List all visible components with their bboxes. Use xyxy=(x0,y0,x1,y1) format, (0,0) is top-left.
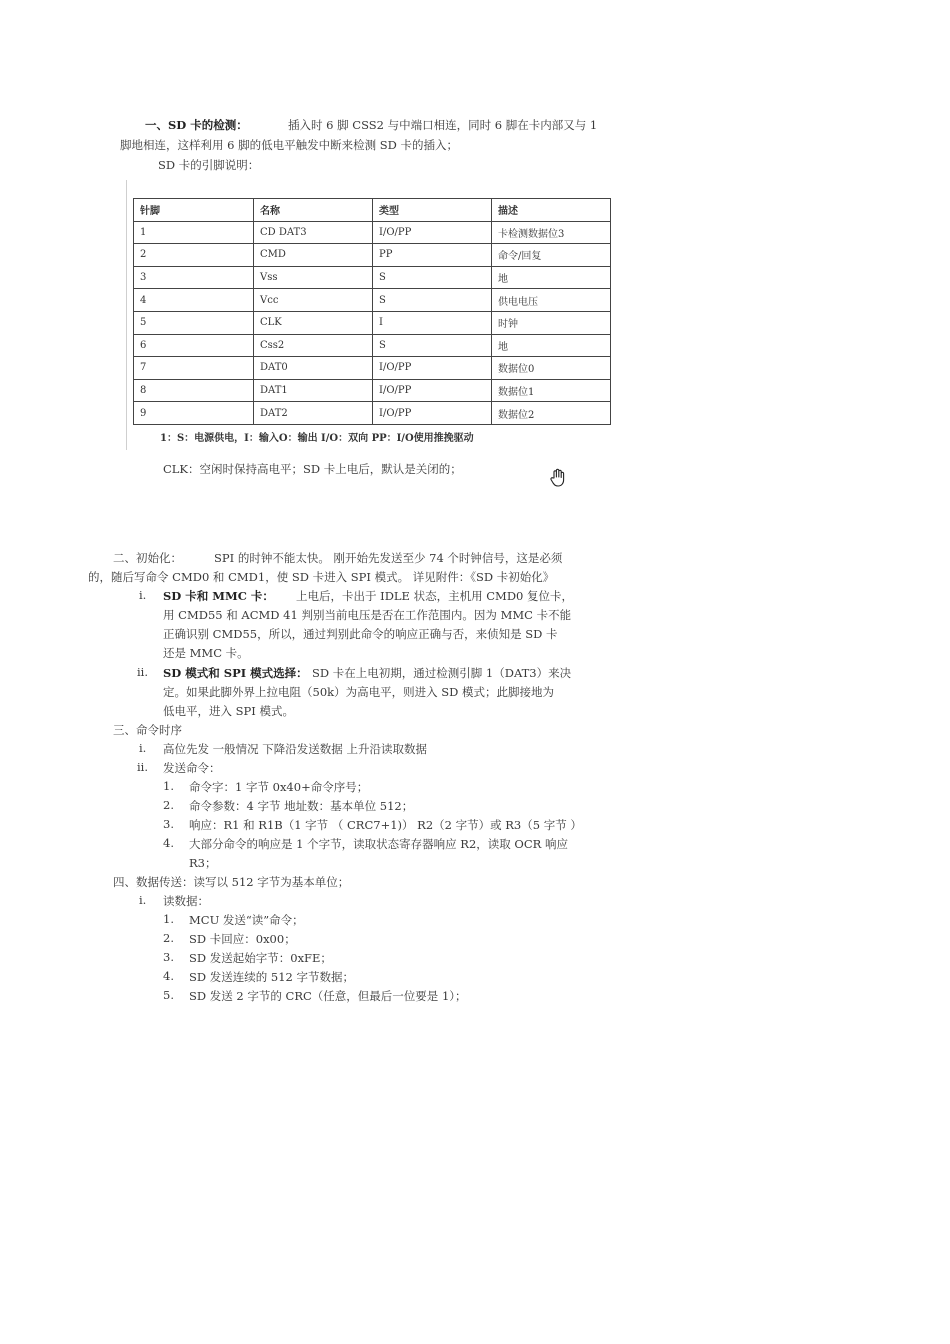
item-title: SD 模式和 SPI 模式选择： xyxy=(163,666,308,680)
margin-line xyxy=(126,180,127,450)
list-marker: 2. xyxy=(163,931,174,945)
table-cell: 9 xyxy=(134,402,254,425)
list-item-continuation: R3； xyxy=(189,856,217,870)
list-marker: 1. xyxy=(163,779,174,793)
table-cell: 命令/回复 xyxy=(492,244,611,267)
section1-line2: 脚地相连，这样利用 6 脚的低电平触发中断来检测 SD 卡的插入； xyxy=(120,138,459,152)
list-marker: 3. xyxy=(163,950,174,964)
table-row xyxy=(134,244,611,267)
table-cell: 5 xyxy=(134,311,254,334)
table-row xyxy=(134,311,611,334)
table-cell: S xyxy=(373,289,492,312)
table-cell: Vss xyxy=(254,266,373,289)
table-cell: S xyxy=(373,334,492,357)
section4-heading: 四、数据传送：读写以 512 字节为基本单位； xyxy=(113,875,350,889)
table-row xyxy=(134,379,611,402)
list-item: SD 发送起始字节：0xFE； xyxy=(189,951,332,965)
table-cell: I/O/PP xyxy=(373,221,492,244)
table-cell: 地 xyxy=(492,266,611,289)
list-marker: 5. xyxy=(163,988,174,1002)
table-cell: 地 xyxy=(492,334,611,357)
section2-heading: 二、初始化： xyxy=(113,551,182,565)
list-item: 大部分命令的响应是 1 个字节，读取状态寄存器响应 R2，读取 OCR 响应 xyxy=(189,837,568,851)
table-cell: Vcc xyxy=(254,289,373,312)
header-cell: 名称 xyxy=(254,199,373,222)
header-cell: 描述 xyxy=(492,199,611,222)
table-row xyxy=(134,402,611,425)
table-cell: I/O/PP xyxy=(373,379,492,402)
paragraph-line: 正确识别 CMD55，所以，通过判别此命令的响应正确与否，来侦知是 SD 卡 xyxy=(163,627,558,641)
table-cell: CD DAT3 xyxy=(254,221,373,244)
table-row xyxy=(134,334,611,357)
table-cell: 3 xyxy=(134,266,254,289)
list-marker: 4. xyxy=(163,836,174,850)
paragraph-line: SD 卡在上电初期，通过检测引脚 1（DAT3）来决 xyxy=(312,666,572,680)
section1-heading: 一、SD 卡的检测： xyxy=(145,118,248,132)
table-cell: DAT0 xyxy=(254,357,373,380)
table-cell: 数据位2 xyxy=(492,402,611,425)
table-cell: 4 xyxy=(134,289,254,312)
list-item: 发送命令： xyxy=(163,761,221,775)
list-marker: i. xyxy=(139,893,147,907)
paragraph-line: 低电平，进入 SPI 模式。 xyxy=(163,704,294,718)
list-marker: 1. xyxy=(163,912,174,926)
hand-cursor-icon xyxy=(549,468,567,488)
table-cell: CMD xyxy=(254,244,373,267)
table-row xyxy=(134,266,611,289)
table-cell: Css2 xyxy=(254,334,373,357)
table-cell: I/O/PP xyxy=(373,357,492,380)
item-title: SD 卡和 MMC 卡： xyxy=(163,589,274,603)
table-cell: 2 xyxy=(134,244,254,267)
list-marker: i. xyxy=(139,588,147,602)
list-marker: 2. xyxy=(163,798,174,812)
section2-line1: SPI 的时钟不能太快。 刚开始先发送至少 74 个时钟信号，这是必须 xyxy=(214,551,563,565)
header-cell: 针脚 xyxy=(134,199,254,222)
clk-note: CLK：空闲时保持高电平；SD 卡上电后，默认是关闭的； xyxy=(163,462,462,476)
table-cell: S xyxy=(373,266,492,289)
list-item: 命令字：1 字节 0x40+命令序号； xyxy=(189,780,369,794)
table-row xyxy=(134,289,611,312)
list-item: SD 卡回应：0x00； xyxy=(189,932,296,946)
table-cell: 6 xyxy=(134,334,254,357)
paragraph-line: 上电后，卡出于 IDLE 状态，主机用 CMD0 复位卡， xyxy=(296,589,574,603)
table-cell: DAT1 xyxy=(254,379,373,402)
list-marker: 4. xyxy=(163,969,174,983)
list-marker: 3. xyxy=(163,817,174,831)
list-item: 响应：R1 和 R1B（1 字节 （ CRC7+1)） R2（2 字节）或 R3（5 字节 ） xyxy=(189,818,582,832)
table-cell: 卡检测数据位3 xyxy=(492,221,611,244)
table-cell: 数据位1 xyxy=(492,379,611,402)
list-item: 高位先发 一般情况 下降沿发送数据 上升沿读取数据 xyxy=(163,742,427,756)
pin-intro: SD 卡的引脚说明： xyxy=(158,158,260,172)
paragraph-line: 定。如果此脚外界上拉电阻（50k）为高电平，则进入 SD 模式；此脚接地为 xyxy=(163,685,555,699)
list-item: 命令参数：4 字节 地址数：基本单位 512； xyxy=(189,799,414,813)
table-note: 1：S：电源供电，I：输入O：输出 I/O：双向 PP：I/O使用推挽驱动 xyxy=(160,433,474,444)
section3-heading: 三、命令时序 xyxy=(113,723,182,737)
section1-line1: 插入时 6 脚 CSS2 与中端口相连，同时 6 脚在卡内部又与 1 xyxy=(288,118,598,132)
table-cell: DAT2 xyxy=(254,402,373,425)
table-cell: 7 xyxy=(134,357,254,380)
pin-table xyxy=(133,198,611,425)
table-cell: 数据位0 xyxy=(492,357,611,380)
list-item: MCU 发送“读”命令； xyxy=(189,913,304,927)
list-marker: ii. xyxy=(137,665,149,679)
list-item: SD 发送连续的 512 字节数据； xyxy=(189,970,355,984)
list-item: SD 发送 2 字节的 CRC（任意，但最后一位要是 1）； xyxy=(189,989,467,1003)
table-cell: I/O/PP xyxy=(373,402,492,425)
table-cell: 时钟 xyxy=(492,311,611,334)
list-marker: i. xyxy=(139,741,147,755)
section2-line2: 的，随后写命令 CMD0 和 CMD1，使 SD 卡进入 SPI 模式。 详见附件：《SD 卡初始化》 xyxy=(88,570,555,584)
table-cell: 1 xyxy=(134,221,254,244)
table-cell: I xyxy=(373,311,492,334)
table-header-row xyxy=(134,199,611,222)
header-cell: 类型 xyxy=(373,199,492,222)
list-item: 读数据： xyxy=(163,894,209,908)
paragraph-line: 用 CMD55 和 ACMD 41 判别当前电压是否在工作范围内。因为 MMC 卡不能 xyxy=(163,608,572,622)
table-cell: 8 xyxy=(134,379,254,402)
table-cell: 供电电压 xyxy=(492,289,611,312)
list-marker: ii. xyxy=(137,760,149,774)
table-cell: PP xyxy=(373,244,492,267)
paragraph-line: 还是 MMC 卡。 xyxy=(163,646,249,660)
table-row xyxy=(134,221,611,244)
table-row xyxy=(134,357,611,380)
table-cell: CLK xyxy=(254,311,373,334)
